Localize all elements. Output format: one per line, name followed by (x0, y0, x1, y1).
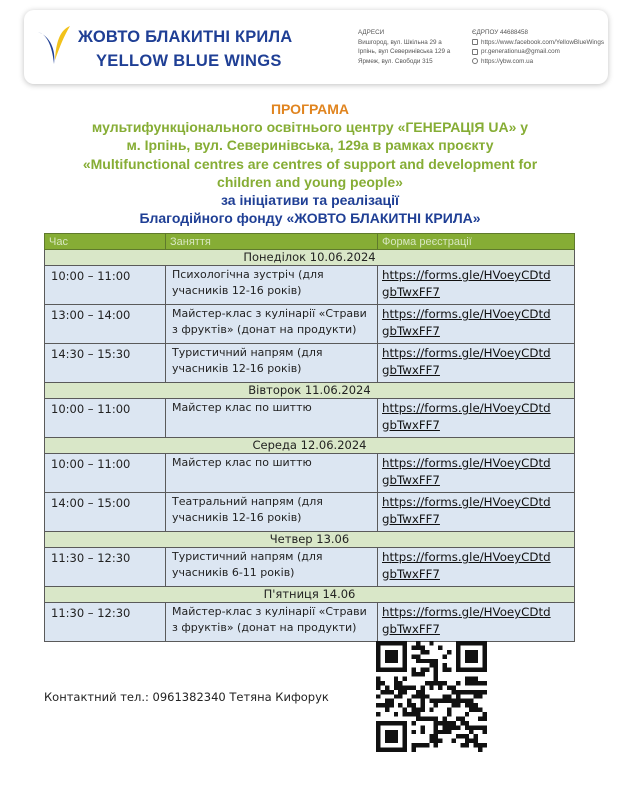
qr-code[interactable] (376, 641, 487, 752)
org-name-ua: ЖОВТО БЛАКИТНІ КРИЛА (78, 28, 293, 46)
registration-link[interactable]: https://forms.gle/HVoeyCDtdgbTwxFF7 (382, 401, 551, 432)
table-row (45, 305, 575, 344)
heading-line: Благодійного фонду «ЖОВТО БЛАКИТНІ КРИЛА» (139, 210, 481, 227)
registration-link[interactable]: https://forms.gle/HVoeyCDtdgbTwxFF7 (382, 550, 551, 581)
session-activity: Туристичний напрям (для учасників 6-11 років) (166, 548, 378, 587)
day-row (45, 383, 575, 399)
registration-cell (378, 305, 575, 344)
registration-cell (378, 399, 575, 438)
address-block (358, 28, 450, 66)
address-line: Ірпінь, вул Северинівська 129 а (358, 48, 451, 55)
program-title: ПРОГРАМА (270, 101, 350, 117)
session-activity: Майстер-клас з кулінарії «Страви з фруктів» (донат на продукти) (166, 305, 378, 344)
address-line: Вишгород, вул. Шкільна 29 а (358, 38, 442, 46)
contact-phone: Контактний тел.: 0961382340 Тетяна Кифорук (44, 690, 329, 704)
address-label: АДРЕСИ (358, 29, 385, 36)
table-row (45, 493, 575, 532)
table-row (45, 266, 575, 305)
table-row (45, 603, 575, 642)
day-row (45, 438, 575, 454)
table-row (45, 399, 575, 438)
day-label: Понеділок 10.06.2024 (45, 250, 575, 266)
column-header-time: Час (45, 234, 166, 250)
registration-link[interactable]: https://forms.gle/HVoeyCDtdgbTwxFF7 (382, 495, 551, 526)
org-name-en: YELLOW BLUE WINGS (96, 52, 282, 70)
session-time: 14:30 – 15:30 (45, 344, 166, 383)
registration-link[interactable]: https://forms.gle/HVoeyCDtdgbTwxFF7 (382, 605, 551, 636)
session-activity: Туристичний напрям (для учасників 12-16 років) (166, 344, 378, 383)
session-activity: Психологічна зустріч (для учасників 12-16 років) (166, 266, 378, 305)
column-header-registration: Форма реєстрації (378, 234, 575, 250)
session-activity: Театральний напрям (для учасників 12-16 років) (166, 493, 378, 532)
day-row (45, 250, 575, 266)
heading-line: children and young people» (217, 173, 403, 190)
day-label: Середа 12.06.2024 (45, 438, 575, 454)
registration-cell (378, 266, 575, 305)
day-row (45, 532, 575, 548)
registration-link[interactable]: https://forms.gle/HVoeyCDtdgbTwxFF7 (382, 346, 551, 377)
facebook-link[interactable]: https://www.facebook.com/YellowBlueWings (481, 38, 604, 46)
email-contact[interactable] (472, 47, 604, 57)
heading-line: м. Ірпінь, вул. Северинівська, 129а в рамках проєкту (126, 137, 494, 154)
session-activity: Майстер клас по шиттю (166, 454, 378, 493)
session-time: 10:00 – 11:00 (45, 454, 166, 493)
header-card (24, 10, 608, 84)
session-time: 11:30 – 12:30 (45, 548, 166, 587)
registration-cell (378, 493, 575, 532)
session-time: 13:00 – 14:00 (45, 305, 166, 344)
facebook-icon (472, 39, 478, 45)
contacts-block (472, 28, 604, 66)
table-header-row (45, 234, 575, 250)
registration-cell (378, 603, 575, 642)
address-line: Ярмеж, вул. Свободи 315 (358, 57, 433, 65)
heading-line: за ініціативи та реалізації (221, 192, 399, 209)
day-label: П'ятниця 14.06 (45, 587, 575, 603)
registration-link[interactable]: https://forms.gle/HVoeyCDtdgbTwxFF7 (382, 456, 551, 487)
column-header-activity: Заняття (166, 234, 378, 250)
email-link[interactable]: pr.generationua@gmail.com (481, 48, 560, 55)
edrpou-code: ЄДРПОУ 44688458 (472, 29, 529, 36)
program-heading (20, 100, 600, 227)
logo-wings-icon (36, 24, 72, 70)
day-label: Четвер 13.06 (45, 532, 575, 548)
schedule-body (45, 250, 575, 642)
site-contact[interactable] (472, 57, 604, 67)
registration-link[interactable]: https://forms.gle/HVoeyCDtdgbTwxFF7 (382, 307, 551, 338)
schedule-table (44, 233, 575, 642)
facebook-contact[interactable] (472, 38, 604, 48)
globe-icon (472, 58, 478, 64)
table-row (45, 344, 575, 383)
session-time: 14:00 – 15:00 (45, 493, 166, 532)
email-icon (472, 49, 478, 55)
site-link[interactable]: https://ybw.com.ua (481, 57, 534, 65)
heading-line: «Multifunctional centres are centres of support and development for (82, 155, 538, 172)
session-time: 11:30 – 12:30 (45, 603, 166, 642)
session-activity: Майстер клас по шиттю (166, 399, 378, 438)
table-row (45, 548, 575, 587)
registration-link[interactable]: https://forms.gle/HVoeyCDtdgbTwxFF7 (382, 268, 551, 299)
session-time: 10:00 – 11:00 (45, 266, 166, 305)
registration-cell (378, 344, 575, 383)
day-label: Вівторок 11.06.2024 (45, 383, 575, 399)
session-time: 10:00 – 11:00 (45, 399, 166, 438)
registration-cell (378, 454, 575, 493)
table-row (45, 454, 575, 493)
heading-line: мультифункціонального освітнього центру «ГЕНЕРАЦІЯ UA» у (91, 119, 529, 136)
registration-cell (378, 548, 575, 587)
session-activity: Майстер-клас з кулінарії «Страви з фруктів» (донат на продукти) (166, 603, 378, 642)
day-row (45, 587, 575, 603)
